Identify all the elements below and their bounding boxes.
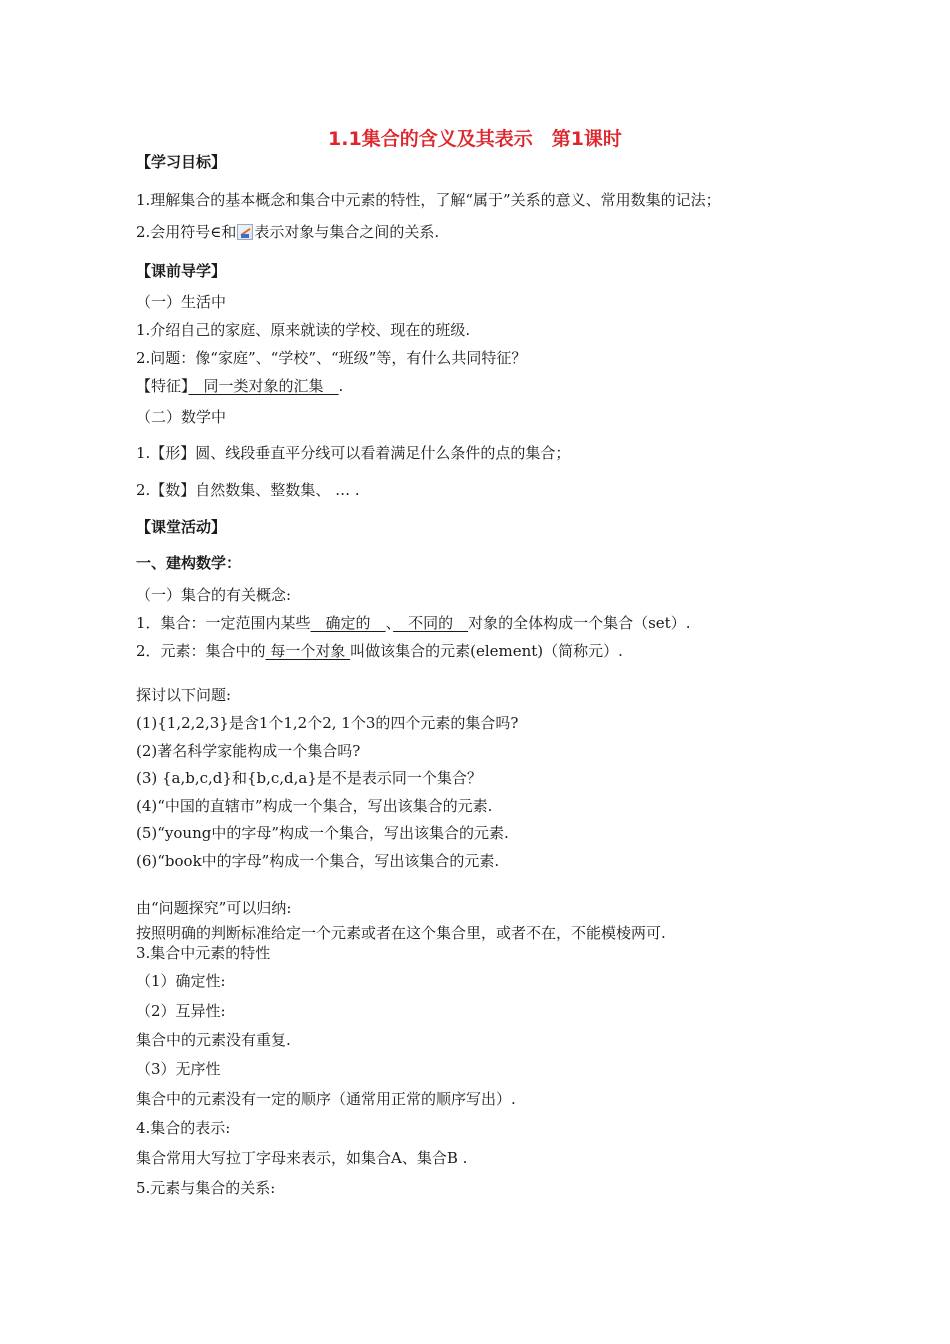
feature-end: . <box>338 377 344 395</box>
math-item-number: 2.【数】自然数集、整数集、 … . <box>136 481 360 499</box>
set-notation-heading: 4.集合的表示: <box>136 1119 231 1137</box>
definition-set-end: 对象的全体构成一个集合（set）. <box>468 614 691 632</box>
preview-item-2: 2.问题：像“家庭”、“学校”、“班级”等，有什么共同特征？ <box>136 349 527 367</box>
definition-element <box>136 641 623 661</box>
goal-item-1: 1.理解集合的基本概念和集合中元素的特性，了解“属于”关系的意义、常用数集的记法； <box>136 191 721 209</box>
element-properties-heading: 3.集合中元素的特性 <box>136 944 271 962</box>
question-2: (2)著名科学家能构成一个集合吗? <box>136 742 361 760</box>
not-belong-symbol-icon <box>237 224 253 240</box>
feature-answer: 同一类对象的汇集 <box>188 377 339 395</box>
goal-item-2-before: 2.会用符号∈和 <box>136 223 237 241</box>
goal-item-2-after: 表示对象与集合之间的关系. <box>254 223 440 241</box>
property-definite: （1）确定性: <box>136 972 226 990</box>
goals-heading: 【学习目标】 <box>136 153 227 171</box>
goal-item-2 <box>136 222 439 242</box>
definition-set-sep: 、 <box>385 614 394 632</box>
document-title: 1.1集合的含义及其表示 第1课时 <box>328 128 622 150</box>
activity-part-1: 一、建构数学： <box>136 554 242 572</box>
question-6: (6)“book中的字母”构成一个集合，写出该集合的元素. <box>136 852 500 870</box>
property-distinct-text: 集合中的元素没有重复. <box>136 1031 291 1049</box>
concepts-heading: （一）集合的有关概念: <box>136 586 292 604</box>
element-set-relation-heading: 5.元素与集合的关系: <box>136 1179 276 1197</box>
question-1: (1){1,2,2,3}是含1个1,2个2, 1个3的四个元素的集合吗? <box>136 714 519 732</box>
blank-each-object: 每一个对象 <box>265 642 351 660</box>
property-unordered: （3）无序性 <box>136 1060 221 1078</box>
definition-element-end: 叫做该集合的元素(element)（简称元）. <box>350 642 623 660</box>
property-unordered-text: 集合中的元素没有一定的顺序（通常用正常的顺序写出）. <box>136 1090 516 1108</box>
property-distinct: （2）互异性: <box>136 1002 226 1020</box>
feature-label: 【特征】 <box>136 377 189 395</box>
math-item-shape: 1.【形】圆、线段垂直平分线可以看着满足什么条件的点的集合； <box>136 444 571 462</box>
question-4: (4)“中国的直辖市”构成一个集合，写出该集合的元素. <box>136 797 493 815</box>
activity-heading: 【课堂活动】 <box>136 518 227 536</box>
preview-item-1: 1.介绍自己的家庭、原来就读的学校、现在的班级. <box>136 321 471 339</box>
definition-set <box>136 613 690 633</box>
definition-element-text: 2．元素：集合中的 <box>136 642 266 660</box>
blank-distinct: 不同的 <box>393 614 469 632</box>
blank-definite: 确定的 <box>310 614 386 632</box>
question-3: (3) {a,b,c,d}和{b,c,d,a}是不是表示同一个集合？ <box>136 769 482 787</box>
preview-sub-life: （一）生活中 <box>136 293 227 311</box>
preview-sub-math: （二）数学中 <box>136 408 227 426</box>
question-5: (5)“young中的字母”构成一个集合，写出该集合的元素. <box>136 824 509 842</box>
set-notation-text: 集合常用大写拉丁字母来表示，如集合A、集合B . <box>136 1149 468 1167</box>
definition-set-text: 1．集合：一定范围内某些 <box>136 614 311 632</box>
conclusion-heading: 由“问题探究”可以归纳: <box>136 899 292 917</box>
conclusion-text: 按照明确的判断标准给定一个元素或者在这个集合里，或者不在，不能模棱两可. <box>136 924 666 942</box>
feature-line <box>136 376 343 396</box>
explore-heading: 探讨以下问题: <box>136 686 232 704</box>
preview-heading: 【课前导学】 <box>136 262 227 280</box>
